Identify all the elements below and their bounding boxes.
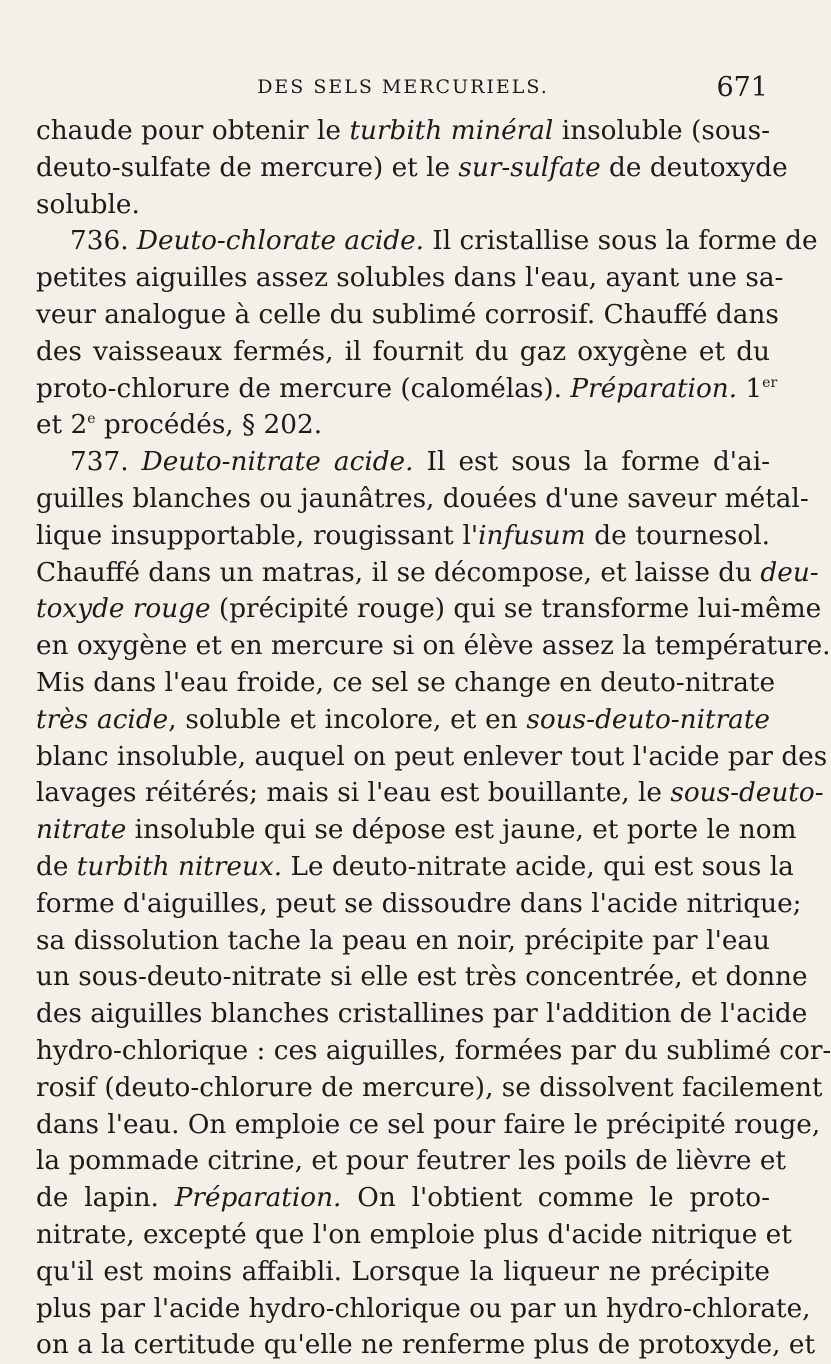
italic-term: Préparation. [570,373,738,404]
text-run: en oxygène et en mercure si on élève assez la température. [36,631,831,662]
text-line [36,1143,786,1180]
text-run: plus par l'acide hydro-chlorique ou par un hydro-chlorate, [36,1293,811,1324]
italic-term: toxyde rouge [36,594,211,625]
text-run: Le deuto-nitrate acide, qui est sous la [282,851,794,882]
text-line [36,1107,821,1144]
italic-term: sous-deuto-nitrate [526,704,770,735]
text-run: un sous-deuto-nitrate si elle est très concentrée, et donne [36,962,808,993]
text-run: On l'obtient comme le proto- [341,1183,770,1214]
text-line [36,1180,770,1217]
text-run: des vaisseaux fermés, il fournit du gaz oxygène et du [36,336,770,367]
text-run: qu'il est moins affaibli. Lorsque la liqueur ne précipite [36,1256,770,1287]
text-line [36,1327,816,1364]
text-line [36,371,778,408]
text-line [36,923,770,960]
text-run: petites aiguilles assez solubles dans l'eau, ayant une sa- [36,263,784,294]
text-run: , soluble et incolore, et en [168,704,527,735]
text-run: sa dissolution tache la peau en noir, précipite par l'eau [36,925,770,956]
text-run: procédés, § 202. [95,410,323,441]
text-run: 737. [70,447,142,478]
text-run: forme d'aiguilles, peut se dissoudre dans l'acide nitrique; [36,888,802,919]
italic-term: Préparation. [174,1183,342,1214]
text-run: de tournesol. [585,520,770,551]
text-line [36,407,770,444]
text-run: veur analogue à celle du sublimé corrosif. Chauffé dans [36,299,779,330]
italic-term: Deuto-nitrate acide. [141,447,414,478]
text-line [36,996,808,1033]
text-run: 736. [70,226,137,257]
text-line [36,555,819,592]
text-line [36,886,802,923]
text-run: chaude pour obtenir le [36,116,350,146]
text-run: insoluble (sous- [553,116,770,146]
text-line [36,849,794,886]
text-line [36,334,770,371]
text-line [36,150,788,187]
text-run: 1 [737,373,763,404]
text-run: de lapin. [36,1183,175,1214]
text-run: dans l'eau. On emploie ce sel pour faire le précipité rouge, [36,1109,821,1140]
running-title: DES SELS MERCURIELS. [257,76,549,98]
text-run: nitrate, excepté que l'on emploie plus d'acide nitrique et [36,1219,792,1250]
text-run: guilles blanches ou jaunâtres, douées d'une saveur métal- [36,483,809,514]
text-run: Chauffé dans un matras, il se décompose, et laisse du [36,557,761,588]
text-line [36,518,770,555]
text-run: hydro-chlorique : ces aiguilles, formées par du sublimé cor- [36,1035,831,1066]
italic-term: turbith minéral [349,116,554,146]
text-run: insoluble qui se dépose est jaune, et porte le nom [126,815,797,846]
italic-term: nitrate [36,815,127,846]
text-run: blanc insoluble, auquel on peut enlever tout l'acide par des [36,741,828,772]
text-line [36,591,822,628]
text-run: lavages réitérés; mais si l'eau est bouillante, le [36,778,671,809]
text-line [36,739,828,776]
text-line [36,812,797,849]
body-text [36,113,831,1364]
italic-term: sur-sulfate [458,152,601,183]
text-run: deuto-sulfate de mercure) et le [36,152,459,183]
text-run: soluble. [36,189,140,220]
text-run: et 2 [36,410,88,441]
page-number: 671 [716,72,768,103]
text-line [36,187,770,224]
text-run: Mis dans l'eau froide, ce sel se change en deuto-nitrate [36,667,776,698]
text-line [36,297,779,334]
italic-term: très acide [36,704,169,735]
text-line [36,702,770,739]
superscript: er [762,374,778,391]
text-run: Il cristallise sous la forme de [424,226,818,257]
text-run: rosif (deuto-chlorure de mercure), se dissolvent facilement [36,1072,823,1103]
text-run: (précipité rouge) qui se transforme lui-même [210,594,822,625]
text-run: de [36,851,77,882]
text-run: Il est sous la forme d'ai- [413,447,770,478]
text-line [36,1291,811,1328]
text-line [36,1254,770,1291]
text-line [36,959,808,996]
text-line [36,223,818,260]
superscript: e [87,411,96,428]
text-line [36,1033,831,1070]
page-header [38,72,768,108]
italic-term: infusum [478,520,586,551]
text-line [36,260,784,297]
text-line [36,1070,823,1107]
italic-term: turbith nitreux. [76,851,283,882]
text-run: on a la certitude qu'elle ne renferme plus de protoxyde, et [36,1330,816,1361]
text-run: de deutoxyde [600,152,788,183]
text-line [36,775,824,812]
text-line [36,1217,792,1254]
text-run: lique insupportable, rougissant l' [36,520,479,551]
text-run: la pommade citrine, et pour feutrer les poils de lièvre et [36,1146,786,1177]
italic-term: deu- [760,557,819,588]
text-run: proto-chlorure de mercure (calomélas). [36,373,571,404]
italic-term: Deuto-chlorate acide. [136,226,425,257]
italic-term: sous-deuto- [670,778,824,809]
text-run: des aiguilles blanches cristallines par l'addition de l'acide [36,999,808,1030]
text-line [36,628,831,665]
text-line [36,665,776,702]
text-line [36,113,770,150]
text-line [36,444,770,481]
text-line [36,481,809,518]
